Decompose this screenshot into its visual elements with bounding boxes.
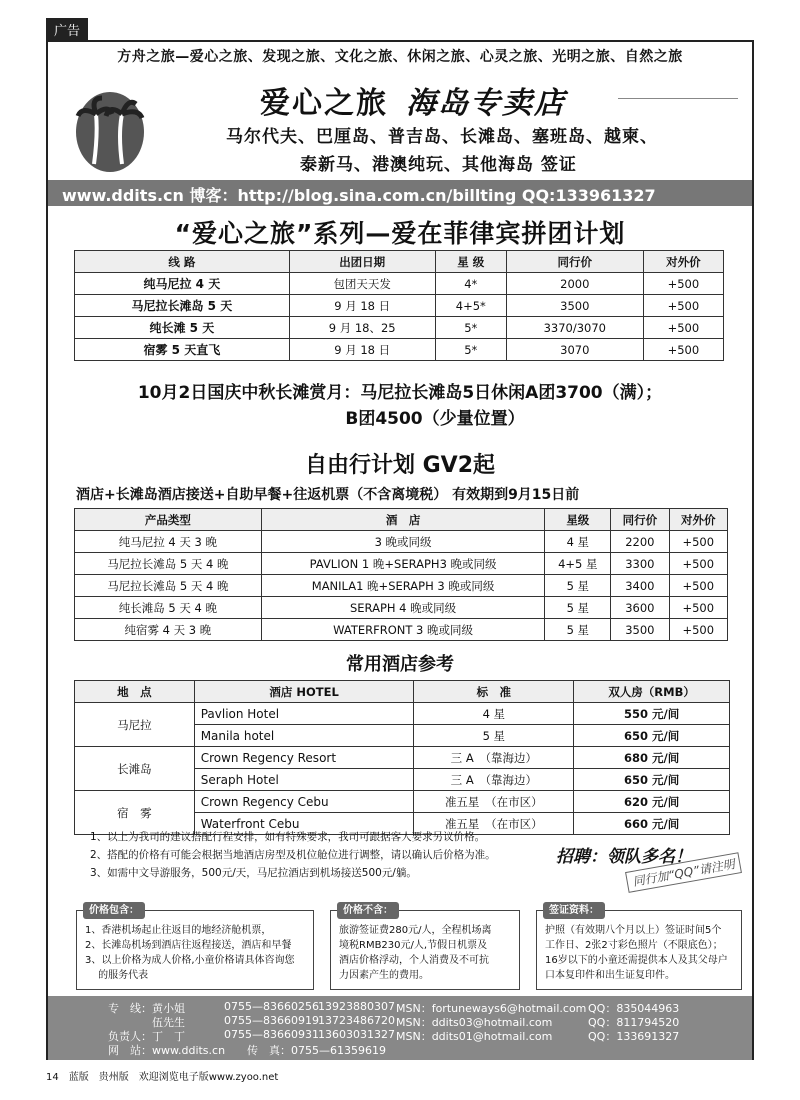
visa-docs-box — [536, 905, 742, 990]
retail-price-cell: +500 — [643, 317, 723, 339]
hotel-name-cell: Waterfront Cebu — [194, 813, 414, 835]
contact-label: 专 线：黄小姐 — [108, 1002, 185, 1015]
date-cell: 包团天天发 — [289, 273, 435, 295]
contact-label: 伍先生 — [108, 1016, 185, 1029]
ad-tag: 广告 — [46, 18, 88, 41]
retail-price-cell: +500 — [669, 531, 727, 553]
retail-price-cell: +500 — [669, 575, 727, 597]
hotel-cell: MANILA1 晚+SERAPH 3 晚或同级 — [261, 575, 545, 597]
brand-shop: 海岛专卖店 — [406, 86, 566, 121]
table-row — [75, 747, 730, 769]
url-bar: www.ddits.cn 博客：http://blog.sina.com.cn/billting QQ:133961327 — [48, 180, 752, 206]
contact-msn: MSN：ddits03@hotmail.com — [396, 1016, 553, 1029]
star-cell: 4* — [435, 273, 506, 295]
column-header: 地 点 — [75, 681, 195, 703]
room-price-cell: 550 元/间 — [574, 703, 730, 725]
visa-line: 工作日、2张2寸彩色照片（不限底色）； — [545, 940, 723, 951]
contact-qq: QQ：835044963 — [588, 1002, 680, 1015]
column-header: 出团日期 — [289, 251, 435, 273]
notes — [90, 828, 496, 882]
standard-cell: 三 A （靠海边） — [414, 769, 574, 791]
table-row — [75, 791, 730, 813]
product-cell: 纯长滩岛 5 天 4 晚 — [75, 597, 262, 619]
column-header: 对外价 — [643, 251, 723, 273]
included-line: 1、香港机场起止往返目的地经济舱机票， — [85, 925, 272, 936]
contact-mobile: 13723486720 — [318, 1014, 395, 1027]
standard-cell: 准五星 （在市区） — [414, 791, 574, 813]
route-cell: 马尼拉长滩岛 5 天 — [75, 295, 290, 317]
note-item: 2、搭配的价格有可能会根据当地酒店房型及机位舱位进行调整，请以确认后价格为准。 — [90, 849, 496, 861]
contact-qq: QQ：811794520 — [588, 1016, 680, 1029]
column-header: 线 路 — [75, 251, 290, 273]
excluded-line: 力因素产生的费用。 — [339, 970, 429, 981]
page-footer: 14 蓝版 贵州版 欢迎浏览电子版www.zyoo.net — [46, 1072, 279, 1083]
header-row — [75, 509, 728, 531]
contact-mobile: 13923880307 — [318, 1000, 395, 1013]
retail-price-cell: +500 — [669, 619, 727, 641]
column-header: 酒 店 — [261, 509, 545, 531]
recruit-notice: 招聘：领队多名！ — [556, 847, 692, 867]
product-cell: 纯马尼拉 4 天 3 晚 — [75, 531, 262, 553]
star-cell: 5* — [435, 339, 506, 361]
table-row — [75, 597, 728, 619]
trade-price-cell: 2000 — [506, 273, 643, 295]
contact-bar — [48, 996, 752, 1060]
note-item: 3、如需中文导游服务，500元/天，马尼拉酒店到机场接送500元/躺。 — [90, 867, 417, 879]
trade-price-cell: 3370/3070 — [506, 317, 643, 339]
brand-name: 爱心之旅 — [260, 86, 388, 121]
table-row — [75, 273, 724, 295]
visa-docs-tag: 签证资料： — [543, 902, 605, 919]
standard-cell: 准五星 （在市区） — [414, 813, 574, 835]
retail-price-cell: +500 — [643, 273, 723, 295]
free-travel-title: 自由行计划 GV2起 — [304, 453, 496, 478]
contact-phone: 0755—83660931 — [224, 1028, 319, 1041]
table-row — [75, 575, 728, 597]
trade-price-cell: 3500 — [611, 619, 669, 641]
date-cell: 9 月 18 日 — [289, 339, 435, 361]
destinations-line-1: 马尔代夫、巴厘岛、普吉岛、长滩岛、塞班岛、越柬、 — [226, 127, 658, 147]
trade-price-cell: 3300 — [611, 553, 669, 575]
star-cell: 5 星 — [545, 619, 611, 641]
hotel-name-cell: Crown Regency Cebu — [194, 791, 414, 813]
mid-autumn-line-1: 10月2日国庆中秋长滩赏月：马尼拉长滩岛5日休闲A团3700（满）； — [137, 383, 663, 403]
header-row — [75, 251, 724, 273]
room-price-cell: 660 元/间 — [574, 813, 730, 835]
contact-qq: QQ：133691327 — [588, 1030, 680, 1043]
included-line: 2、长滩岛机场到酒店往返程接送，酒店和早餐 — [85, 940, 292, 951]
price-excluded-box — [330, 905, 520, 990]
column-header: 酒店 HOTEL — [194, 681, 414, 703]
contact-msn: MSN：fortuneways6@hotmail.com — [396, 1002, 587, 1015]
contact-msn: MSN：ddits01@hotmail.com — [396, 1030, 553, 1043]
trade-price-cell: 3400 — [611, 575, 669, 597]
philippines-title: “爱心之旅”系列—爱在菲律宾拼团计划 — [174, 219, 626, 248]
contact-phone: 0755—83660256 — [224, 1000, 319, 1013]
title-divider — [618, 98, 738, 99]
standard-cell: 5 星 — [414, 725, 574, 747]
column-header: 双人房（RMB） — [574, 681, 730, 703]
hotel-cell: PAVLION 1 晚+SERAPH3 晚或同级 — [261, 553, 545, 575]
excluded-line: 酒店价格浮动，个人消费及不可抗 — [339, 955, 489, 966]
website-fax: 网 站：www.ddits.cn 传 真：0755—61359619 — [108, 1044, 387, 1057]
standard-cell: 三 A （靠海边） — [414, 747, 574, 769]
room-price-cell: 620 元/间 — [574, 791, 730, 813]
table-row — [75, 531, 728, 553]
hotel-name-cell: Seraph Hotel — [194, 769, 414, 791]
included-line: 的服务代表 — [85, 970, 149, 981]
product-cell: 马尼拉长滩岛 5 天 4 晚 — [75, 553, 262, 575]
table-row — [75, 317, 724, 339]
hotel-cell: WATERFRONT 3 晚或同级 — [261, 619, 545, 641]
hotel-name-cell: Pavlion Hotel — [194, 703, 414, 725]
slogan: 方舟之旅—爱心之旅、发现之旅、文化之旅、休闲之旅、心灵之旅、光明之旅、自然之旅 — [117, 49, 683, 65]
retail-price-cell: +500 — [669, 553, 727, 575]
column-header: 星 级 — [435, 251, 506, 273]
hotel-name-cell: Manila hotel — [194, 725, 414, 747]
price-included-box — [76, 905, 314, 990]
route-cell: 纯长滩 5 天 — [75, 317, 290, 339]
route-cell: 纯马尼拉 4 天 — [75, 273, 290, 295]
table-row — [75, 619, 728, 641]
table-row — [75, 295, 724, 317]
date-cell: 9 月 18 日 — [289, 295, 435, 317]
table-row — [75, 703, 730, 725]
mid-autumn-line-2: B团4500（少量位置） — [345, 409, 525, 429]
retail-price-cell: +500 — [643, 295, 723, 317]
visa-line: 口本复印件和出生证复印件。 — [545, 970, 675, 981]
hotel-cell: SERAPH 4 晚或同级 — [261, 597, 545, 619]
place-cell: 宿 雾 — [75, 791, 195, 835]
standard-cell: 4 星 — [414, 703, 574, 725]
excluded-line: 境税RMB230元/人,节假日机票及 — [339, 940, 488, 951]
destinations-line-2: 泰新马、港澳纯玩、其他海岛 签证 — [300, 155, 577, 175]
free-travel-table — [74, 508, 728, 641]
star-cell: 5* — [435, 317, 506, 339]
visa-line: 护照（有效期八个月以上）签证时间5个 — [545, 925, 722, 936]
table-row — [75, 553, 728, 575]
philippines-table — [74, 250, 724, 361]
included-line: 3、以上价格为成人价格,小童价格请具体咨询您 — [85, 955, 295, 966]
column-header: 产品类型 — [75, 509, 262, 531]
star-cell: 4 星 — [545, 531, 611, 553]
column-header: 星级 — [545, 509, 611, 531]
room-price-cell: 680 元/间 — [574, 747, 730, 769]
column-header: 同行价 — [611, 509, 669, 531]
star-cell: 5 星 — [545, 597, 611, 619]
column-header: 同行价 — [506, 251, 643, 273]
room-price-cell: 650 元/间 — [574, 769, 730, 791]
trade-price-cell: 2200 — [611, 531, 669, 553]
price-included-tag: 价格包含： — [83, 902, 145, 919]
hotel-reference-title: 常用酒店参考 — [346, 654, 454, 675]
room-price-cell: 650 元/间 — [574, 725, 730, 747]
star-cell: 4+5 星 — [545, 553, 611, 575]
column-header: 对外价 — [669, 509, 727, 531]
product-cell: 纯宿雾 4 天 3 晚 — [75, 619, 262, 641]
place-cell: 长滩岛 — [75, 747, 195, 791]
hotel-reference-table — [74, 680, 730, 835]
qq-note-stamp: 同行加“QQ”请注明 — [625, 852, 742, 893]
contact-phone: 0755—83660919 — [224, 1014, 319, 1027]
price-excluded-tag: 价格不含： — [337, 902, 399, 919]
date-cell: 9 月 18、25 — [289, 317, 435, 339]
hotel-cell: 3 晚或同级 — [261, 531, 545, 553]
place-cell: 马尼拉 — [75, 703, 195, 747]
product-cell: 马尼拉长滩岛 5 天 4 晚 — [75, 575, 262, 597]
table-row — [75, 339, 724, 361]
excluded-line: 旅游签证费280元/人，全程机场离 — [339, 925, 492, 936]
retail-price-cell: +500 — [643, 339, 723, 361]
brand-title — [260, 78, 566, 122]
star-cell: 4+5* — [435, 295, 506, 317]
visa-line: 16岁以下的小童还需提供本人及其父母户 — [545, 955, 728, 966]
contact-label: 负责人：丁 丁 — [108, 1030, 185, 1043]
header-row — [75, 681, 730, 703]
trade-price-cell: 3070 — [506, 339, 643, 361]
column-header: 标 准 — [414, 681, 574, 703]
hotel-name-cell: Crown Regency Resort — [194, 747, 414, 769]
free-travel-subtitle: 酒店+长滩岛酒店接送+自助早餐+往返机票（不含离境税） 有效期到9月15日前 — [76, 487, 580, 503]
trade-price-cell: 3500 — [506, 295, 643, 317]
retail-price-cell: +500 — [669, 597, 727, 619]
trade-price-cell: 3600 — [611, 597, 669, 619]
contact-mobile: 13603031327 — [318, 1028, 395, 1041]
ad-frame — [46, 40, 754, 1060]
route-cell: 宿雾 5 天直飞 — [75, 339, 290, 361]
note-item: 1、以上为我司的建议搭配行程安排，如有特殊要求，我司可跟据客人要求另议价格。 — [90, 831, 486, 843]
palm-tree-logo-icon — [72, 84, 148, 174]
star-cell: 5 星 — [545, 575, 611, 597]
